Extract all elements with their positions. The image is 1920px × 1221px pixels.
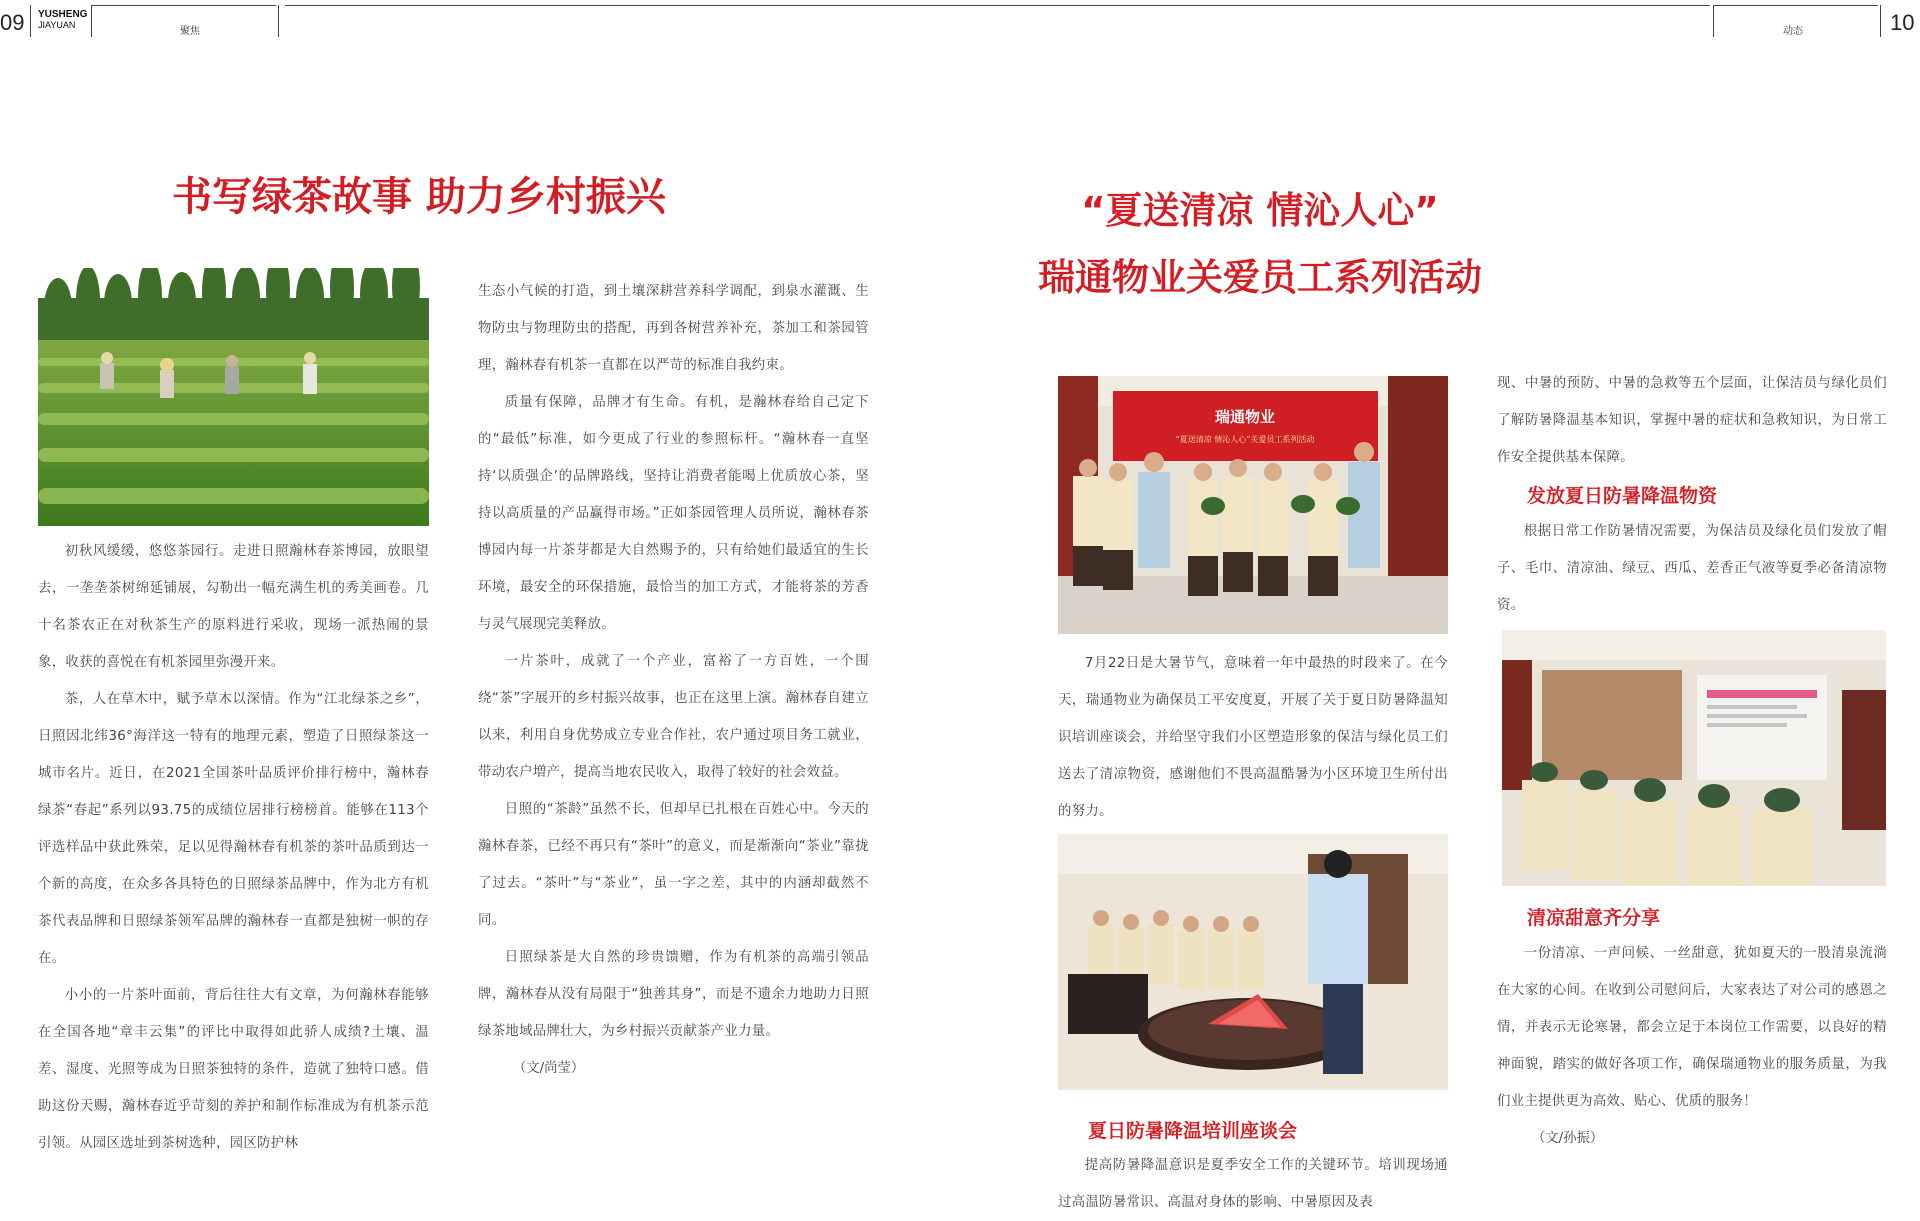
paragraph: 茶，人在草木中，赋予草木以深情。作为“江北绿茶之乡”，日照因北纬36°海洋这一特有的地理元素，塑造了日照绿茶这一城市名片。近日，在2021全国茶叶品质评价排行榜中，瀚林春绿茶“春起”系列以93.75的成绩位居排行榜榜首。能够在113个评选样品中获此殊荣，足以见得瀚林春有机茶的茶叶品质到达一个新的高度，在众多各具特色的日照绿茶品牌中，作为北方有机茶代表品牌和日照绿茶领军品牌的瀚林春一直都是独树一帜的存在。	[38, 692, 429, 966]
paragraph: 日照的“茶龄”虽然不长，但却早已扎根在百姓心中。今天的瀚林春茶，已经不再只有“茶叶”的意义，而是渐渐向“茶业”靠拢了过去。“茶叶”与“茶业”，虽一字之差，其中的内涵却截然不同。	[478, 802, 869, 928]
paragraph: 一份清凉、一声问候、一丝甜意，犹如夏天的一股清泉流淌在大家的心间。在收到公司慰问后，大家表达了对公司的感恩之情，并表示无论寒暑，都会立足于本岗位工作需要，以良好的精神面貌，踏实的做好各项工作，确保瑞通物业的服务质量，为我们业主提供更为高效、贴心、优质的服务！	[1497, 946, 1887, 1109]
paragraph: 小小的一片茶叶面前，背后往往大有文章，为何瀚林春能够在全国各地“章丰云集”的评比中取得如此骄人成绩?土壤、温差、湿度、光照等成为日照茶独特的条件，造就了独特口感。借助这份天赐，瀚林春近乎苛刻的养护和制作标准成为有机茶示范引领。从园区选址到茶树选种，园区防护林	[38, 988, 429, 1151]
paragraph: 提高防暑降温意识是夏季安全工作的关键环节。培训现场通过高温防暑常识、高温对身体的影响、中暑原因及表	[1058, 1158, 1448, 1210]
header-divider	[1713, 5, 1714, 37]
paragraph: 一片茶叶，成就了一个产业，富裕了一方百姓，一个围绕“茶”字展开的乡村振兴故事，也正在这里上演。瀚林春自建立以来，利用自身优势成立专业合作社，农户通过项目务工就业，带动农户増产，提高当地农民收入，取得了较好的社会效益。	[478, 654, 869, 780]
tea-garden-photo	[38, 268, 429, 526]
header-rule	[1713, 5, 1878, 6]
brand-logo	[38, 9, 87, 31]
right-section-label: 动态	[1783, 26, 1803, 37]
group-photo	[1058, 376, 1448, 634]
right-page-number: 10	[1890, 10, 1915, 35]
subheading-supplies: 发放夏日防暑降温物资	[1527, 485, 1718, 507]
header-divider	[278, 5, 279, 37]
header-divider	[91, 5, 92, 37]
left-section-label: 聚焦	[180, 26, 200, 37]
banner-text-1: 瑞通物业	[1214, 408, 1276, 426]
subheading-sharing: 清凉甜意齐分享	[1527, 907, 1661, 929]
paragraph: 7月22日是大暑节气，意味着一年中最热的时段来了。在今天，瑞通物业为确保员工平安度夏，开展了关于夏日防暑降温知识培训座谈会，并给坚守我们小区塑造形象的保洁与绿化员工们送去了清凉物资，感谢他们不畏高温酷暑为小区环境卫生所付出的努力。	[1058, 656, 1448, 819]
right-column-2-supplies	[1497, 513, 1887, 624]
training-photo	[1502, 630, 1886, 886]
subheading-training: 夏日防暑降温培训座谈会	[1088, 1120, 1298, 1142]
paragraph: 日照绿茶是大自然的珍贵馈赠，作为有机茶的高端引领品牌，瀚林春从没有局限于“独善其身”，而是不遗余力地助力日照绿茶地域品牌壮大，为乡村振兴贡献茶产业力量。	[478, 950, 869, 1039]
banner-text-2: “夏送清凉 情沁人心”关爱员工系列活动	[1175, 435, 1315, 444]
left-page-number: 09	[0, 10, 25, 35]
header-divider	[1880, 5, 1881, 37]
header-rule	[285, 5, 1710, 6]
paragraph: 生态小气候的打造，到土壤深耕营养科学调配，到泉水灌溉、生物防虫与物理防虫的搭配，再到各树营养补充，茶加工和茶园管理，瀚林春有机茶一直都在以严苛的标准自我约束。	[478, 284, 869, 373]
right-column-1-continued	[1058, 1147, 1448, 1221]
paragraph: 质量有保障，品牌才有生命。有机，是瀚林春给自己定下的“最低”标准，如今更成了行业的参照标杆。“瀚林春一直坚持‘以质强企’的品牌路线，坚持让消费者能喝上优质放心茶，坚持以高质量的产品赢得市场。”正如茶园管理人员所说，瀚林春茶博园内每一片茶芽都是大自然赐予的，只有给她们最适宜的生长环境，最安全的环保措施，最恰当的加工方式，才能将茶的芳香与灵气展现完美释放。	[478, 395, 869, 632]
right-column-1	[1058, 645, 1448, 830]
paragraph: 根据日常工作防暑情况需要，为保洁员及绿化员们发放了帽子、毛巾、清凉油、绿豆、西瓜、差香正气液等夏季必备清凉物资。	[1497, 524, 1887, 613]
left-article-title: 书写绿茶故事 助力乡村振兴	[172, 174, 666, 220]
brand-line-1: YUSHENG	[38, 9, 88, 20]
right-column-2-sharing	[1497, 935, 1887, 1157]
header-rule	[91, 5, 276, 6]
paragraph: 现、中暑的预防、中暑的急救等五个层面，让保洁员与绿化员们了解防暑降温基本知识，掌握中暑的症状和急救知识，为日常工作安全提供基本保障。	[1497, 376, 1887, 465]
right-article-title-line-2: 瑞通物业关爱员工系列活动	[1038, 256, 1482, 299]
left-column-2	[478, 273, 869, 1087]
right-column-2	[1497, 365, 1887, 476]
brand-line-2: JIAYUAN	[38, 20, 76, 30]
right-article-title-line-1: “夏送清凉 情沁人心”	[1081, 189, 1439, 232]
header-divider	[30, 5, 31, 37]
watermelon-photo	[1058, 834, 1448, 1090]
byline: （文/尚莹）	[512, 1061, 585, 1076]
byline: （文/孙振）	[1531, 1131, 1604, 1146]
left-column-1	[38, 533, 429, 1162]
paragraph: 初秋风缓缓，悠悠茶园行。走进日照瀚林春茶博园，放眼望去，一垄垄茶树绵延铺展，勾勒出一幅充满生机的秀美画卷。几十名茶农正在对秋茶生产的原料进行采收，现场一派热闹的景象，收获的喜悦在有机茶园里弥漫开来。	[38, 544, 429, 670]
